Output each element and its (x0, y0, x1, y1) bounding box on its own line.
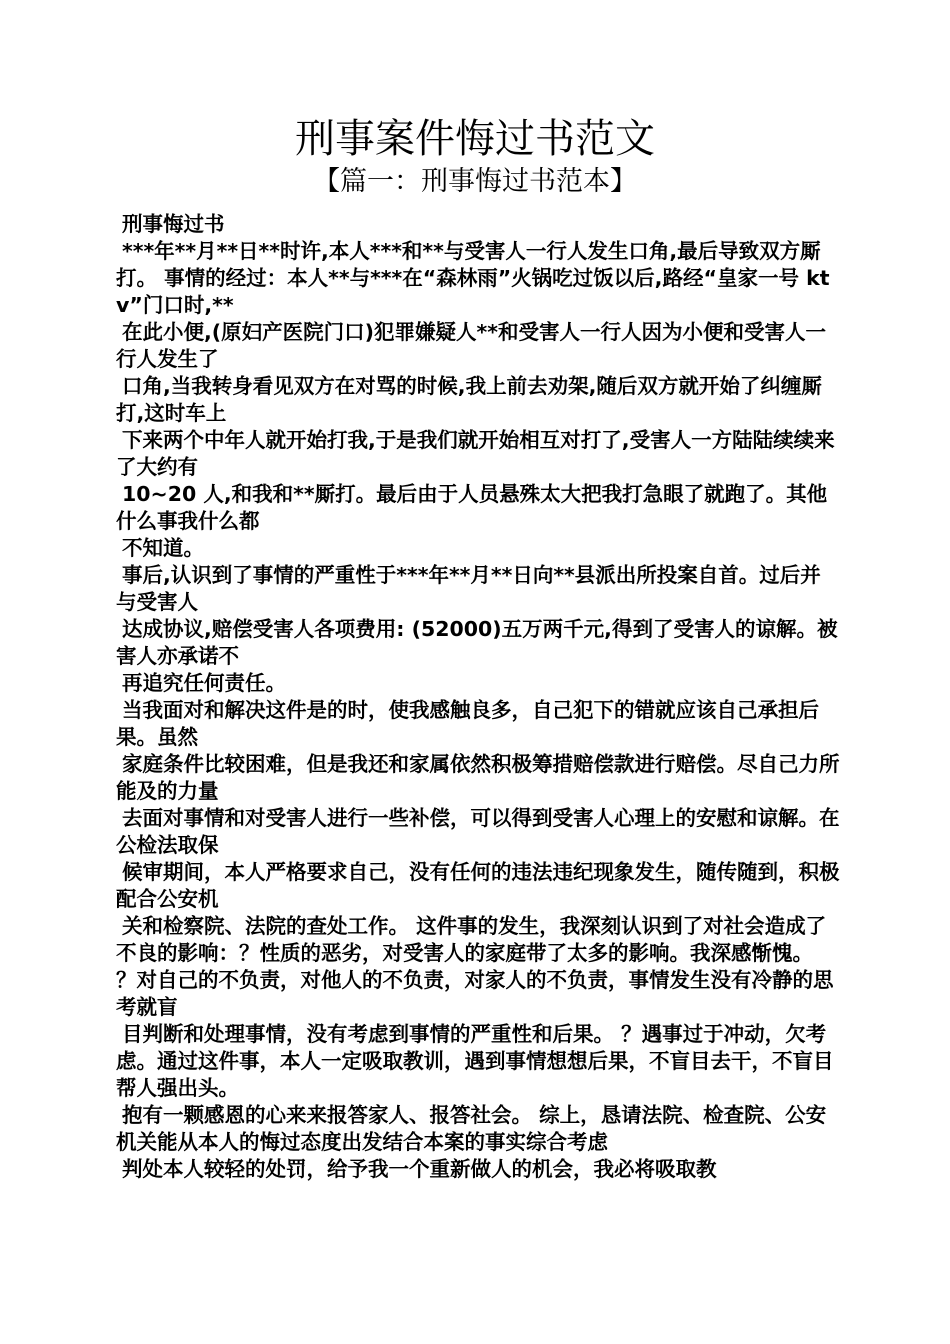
paragraph: 10~20 人,和我和**厮打。最后由于人员悬殊太大把我打急眼了就跑了。其他什么事我什么都 (116, 482, 828, 533)
paragraph: 再追究任何责任。 (122, 671, 286, 695)
paragraph: 不知道。 (122, 536, 204, 560)
paragraph-heading: 刑事悔过书 (122, 212, 225, 236)
document-subtitle: 【篇一：刑事悔过书范本】 (313, 166, 637, 197)
paragraph: 目判断和处理事情，没有考虑到事情的严重性和后果。 ？遇事过于冲动，欠考虑。通过这件事，本人一定吸取教训，遇到事情想想后果，不盲目去干，不盲目帮人强出头。 (116, 1022, 834, 1100)
document-title: 刑事案件悔过书范文 (295, 116, 655, 162)
paragraph: 去面对事情和对受害人进行一些补偿，可以得到受害人心理上的安慰和谅解。在公检法取保 (116, 806, 840, 857)
paragraph: 在此小便,(原妇产医院门口)犯罪嫌疑人**和受害人一行人因为小便和受害人一行人发生了 (116, 320, 826, 371)
paragraph: 候审期间，本人严格要求自己，没有任何的违法违纪现象发生，随传随到，积极配合公安机 (116, 860, 840, 911)
paragraph: 家庭条件比较困难，但是我还和家属依然积极筹措赔偿款进行赔偿。尽自己力所能及的力量 (116, 752, 840, 803)
paragraph: 达成协议,赔偿受害人各项费用: (52000)五万两千元,得到了受害人的谅解。被害人亦承诺不 (116, 617, 838, 668)
paragraph: 事后,认识到了事情的严重性于***年**月**日向**县派出所投案自首。过后并与受害人 (116, 563, 821, 614)
paragraph: 抱有一颗感恩的心来来报答家人、报答社会。 综上，恳请法院、检查院、公安机关能从本人的悔过态度出发结合本案的事实综合考虑 (116, 1103, 827, 1154)
paragraph: 下来两个中年人就开始打我,于是我们就开始相互对打了,受害人一方陆陆续续来了大约有 (116, 428, 835, 479)
paragraph: 口角,当我转身看见双方在对骂的时候,我上前去劝架,随后双方就开始了纠缠厮打,这时车上 (116, 374, 822, 425)
paragraph: 判处本人较轻的处罚，给予我一个重新做人的机会，我必将吸取教 (122, 1157, 717, 1181)
paragraph: 当我面对和解决这件是的时，使我感触良多，自己犯下的错就应该自己承担后果。虽然 (116, 698, 819, 749)
paragraph: ***年**月**日**时许,本人***和**与受害人一行人发生口角,最后导致双方厮打。 事情的经过：本人**与***在“森林雨”火锅吃过饭以后,路经“皇家一号 ktv”门口时,** (116, 239, 830, 317)
document-body (116, 211, 840, 1183)
paragraph: 关和检察院、法院的查处工作。 这件事的发生，我深刻认识到了对社会造成了不良的影响：？性质的恶劣，对受害人的家庭带了太多的影响。我深感惭愧。 ？对自己的不负责，对他人的不负责，对家人的不负责，事情发生没有冷静的思考就盲 (116, 914, 834, 1019)
